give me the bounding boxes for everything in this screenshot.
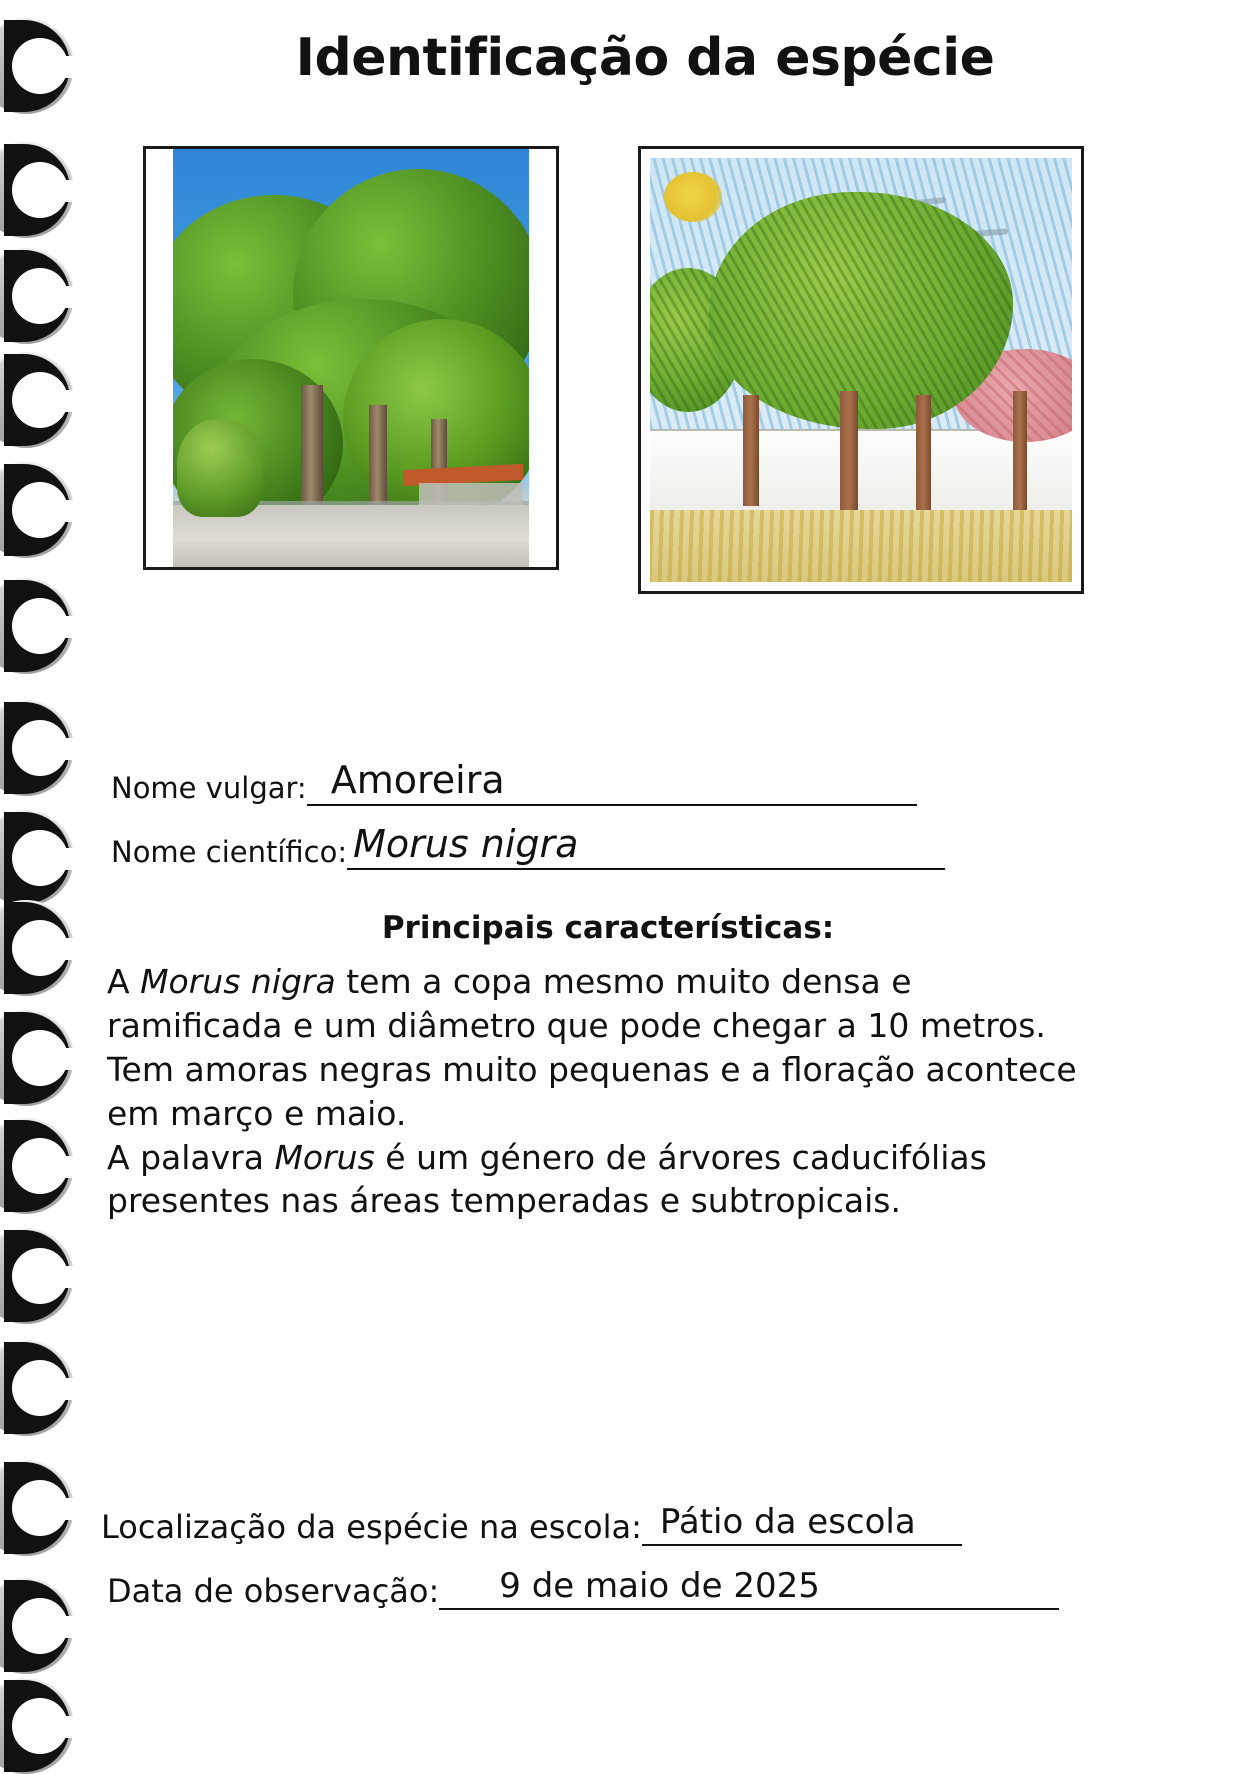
spiral-ring [0,1118,74,1214]
field-localizacao [95,1500,1241,1546]
spiral-ring [0,18,74,114]
caracteristicas-body [95,960,1092,1223]
field-nome-vulgar [105,760,1241,806]
p1-part2: tem a copa mesmo muito densa e ramificada e um diâmetro que pode chegar a 10 metros. Tem amoras negras muito pequenas e a floração acontece em março e maio. [107,962,1077,1133]
worksheet-page [95,0,1241,1755]
spiral-ring [0,462,74,558]
page-title: Identificação da espécie [295,28,995,88]
nome-vulgar-label: Nome vulgar: [111,771,307,806]
caracteristicas-paragraph-2 [107,1136,1092,1224]
localizacao-input[interactable] [642,1500,962,1546]
data-observacao-value: 9 de maio de 2025 [499,1566,820,1606]
data-observacao-label: Data de observação: [107,1571,440,1610]
p2-part2: é um género de árvores caducifólias presentes nas áreas temperadas e subtropicais. [107,1137,987,1221]
p1-part1: A [107,962,141,1001]
caracteristicas-heading-text: Principais características [381,910,822,946]
nome-vulgar-input[interactable] [307,760,917,806]
p2-part1: A palavra [107,1137,275,1177]
localizacao-value: Pátio da escola [659,1502,916,1542]
data-observacao-input[interactable] [439,1564,1059,1610]
spiral-ring [0,700,74,796]
localizacao-label: Localização da espécie na escola: [101,1507,642,1546]
species-drawing-frame [638,146,1084,594]
nome-vulgar-value: Amoreira [330,758,505,802]
spiral-ring [0,900,74,996]
sun-icon [664,172,722,222]
caracteristicas-paragraph-1 [107,960,1092,1136]
nome-cientifico-label: Nome científico: [111,835,348,870]
spiral-ring [0,1578,74,1674]
spiral-ring [0,352,74,448]
spiral-ring [0,578,74,674]
spiral-ring [0,810,74,906]
spiral-ring [0,1340,74,1436]
field-data-observacao [101,1564,1241,1610]
spiral-ring [0,1228,74,1324]
identification-fields [95,760,1241,1223]
species-photo-frame [143,146,559,570]
nome-cientifico-input[interactable] [347,824,945,870]
spiral-ring [0,142,74,238]
footer-fields [95,1500,1241,1628]
spiral-ring [0,248,74,344]
spiral-ring [0,1010,74,1106]
p2-italic: Morus [274,1137,375,1177]
spiral-binding [0,0,95,1755]
caracteristicas-heading-colon: : [821,910,835,946]
spiral-ring [0,1678,74,1774]
spiral-ring [0,1460,74,1556]
nome-cientifico-value: Morus nigra [353,822,579,866]
tree-photograph [173,149,529,567]
p1-italic: Morus nigra [140,962,336,1001]
caracteristicas-heading [95,910,1241,946]
tree-crayon-drawing [650,158,1072,582]
field-nome-cientifico [105,824,1241,870]
